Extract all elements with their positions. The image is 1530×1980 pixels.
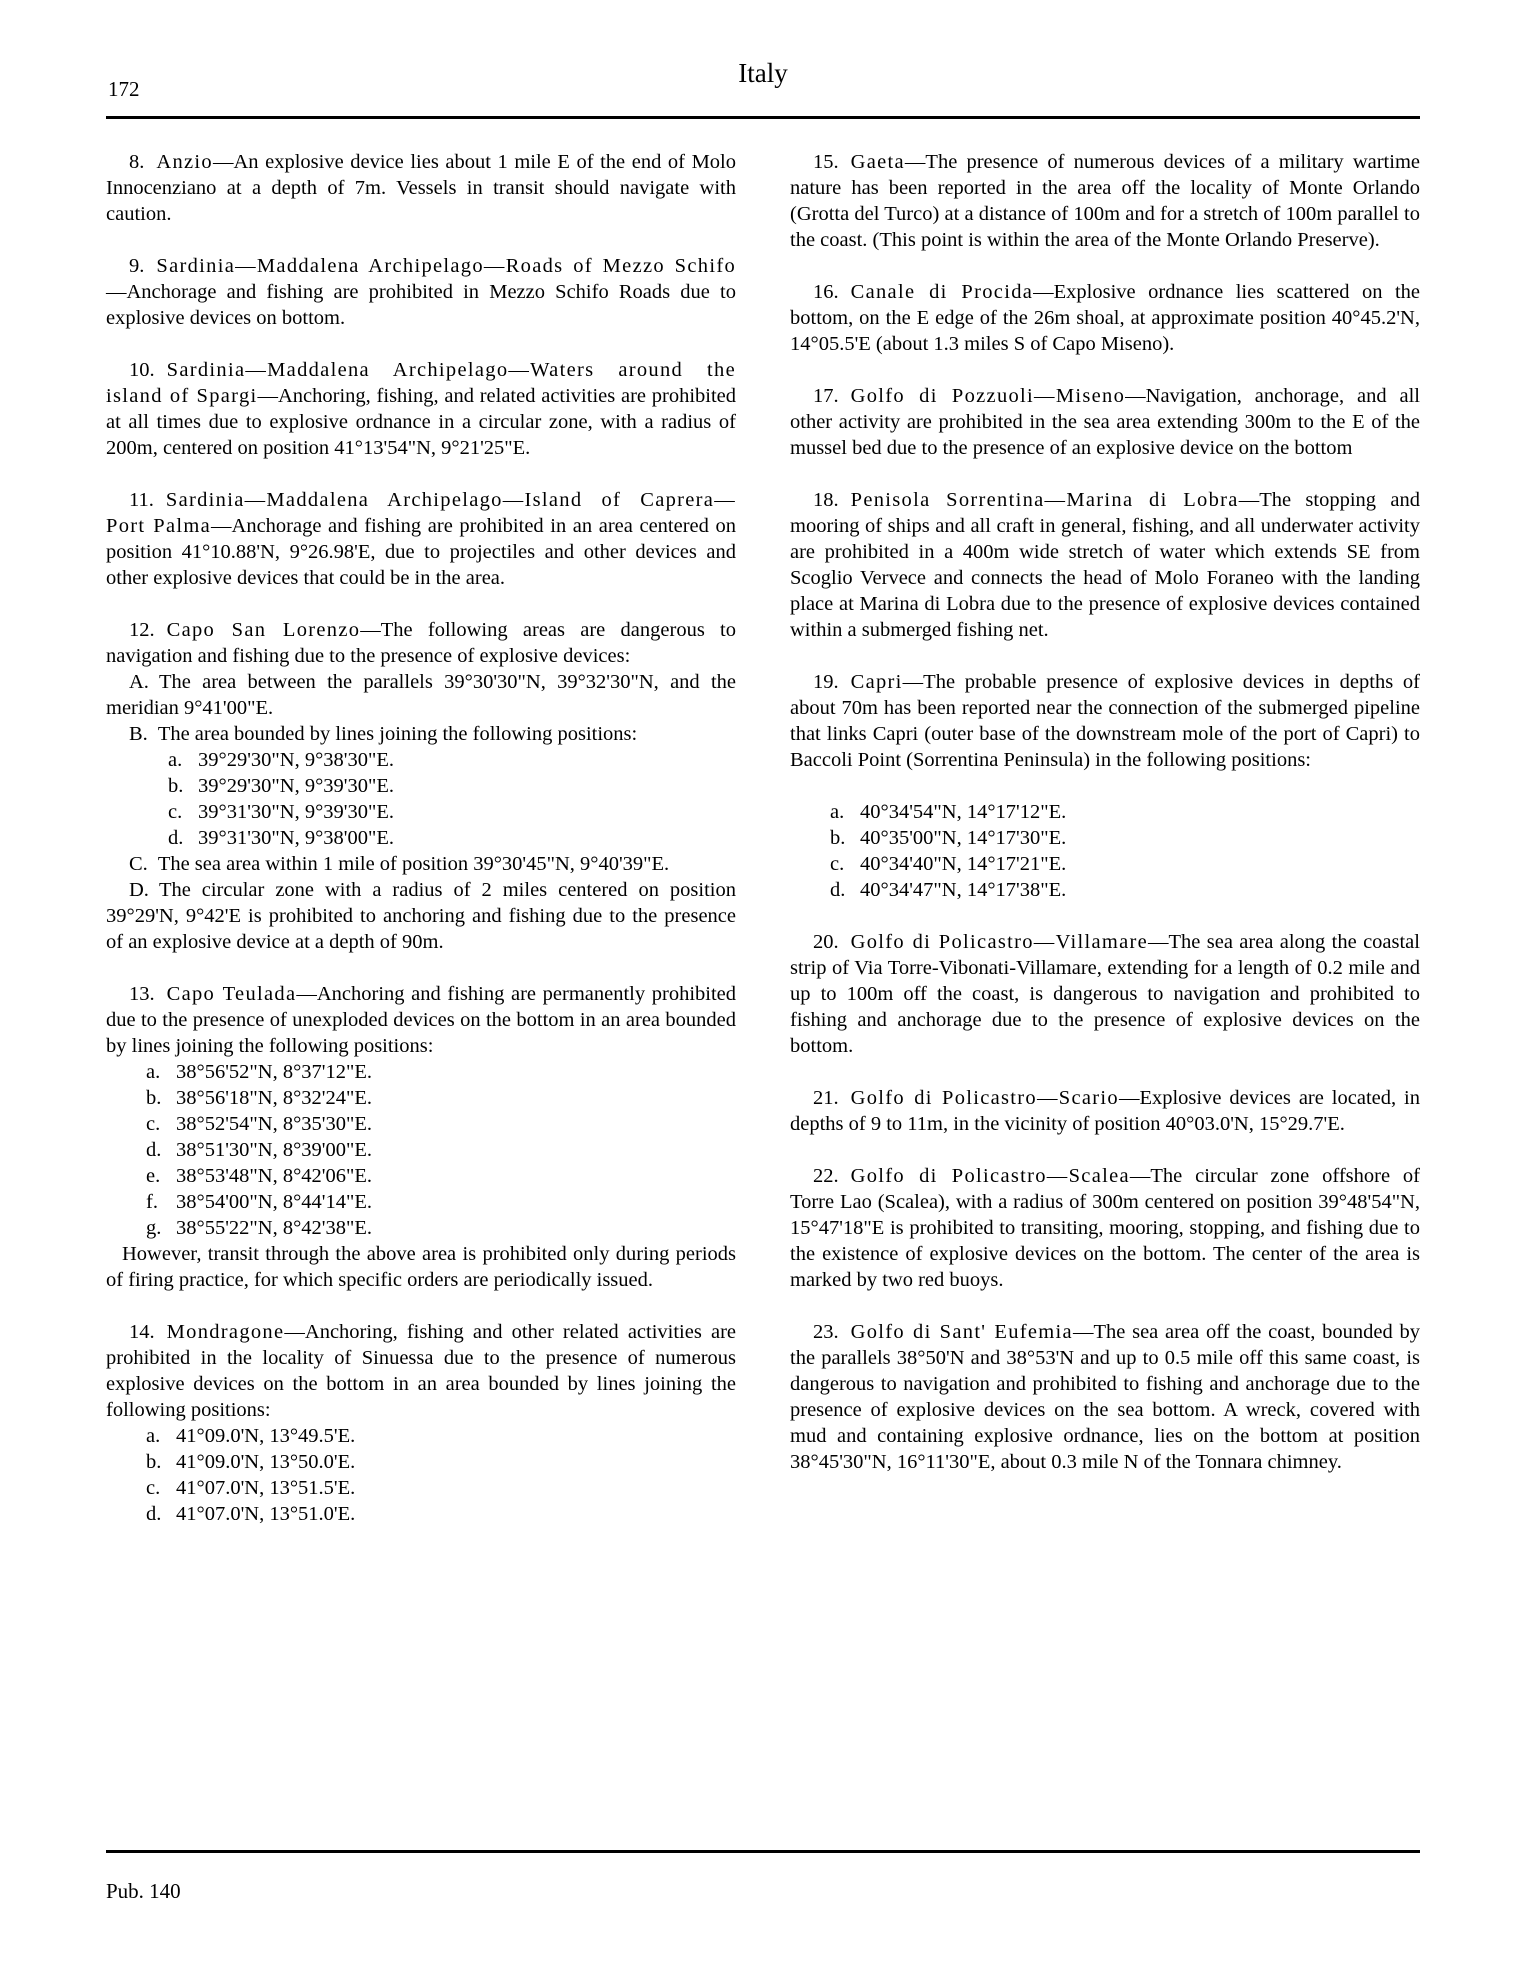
paragraph-lead-line	[790, 1085, 1420, 1137]
paragraph-12	[106, 617, 736, 955]
paragraph-lead-line	[790, 279, 1420, 357]
paragraph-body-text: —Anchoring and fishing are permanently prohibited due to the presence of unexploded devices on the bottom in an area bounded by lines joining the following positions:	[106, 983, 737, 1057]
paragraph-23	[790, 1319, 1420, 1475]
place-name: Anzio	[156, 151, 213, 173]
paragraph-body-text: —The following areas are dangerous to navigation and fishing due to the presence of explosive devices:	[106, 619, 736, 667]
paragraph-21	[790, 1085, 1420, 1137]
paragraph-number: 20.	[813, 931, 839, 953]
position-coordinates: 41°07.0'N, 13°51.0'E.	[176, 1503, 356, 1525]
position-label: d.	[146, 1503, 162, 1525]
position-item	[830, 799, 1420, 825]
paragraph-body-text: —Anchorage and fishing are prohibited in Mezzo Schifo Roads due to explosive devices on bottom.	[106, 281, 736, 329]
paragraph-number: 11.	[129, 489, 154, 511]
position-label: a.	[168, 749, 183, 771]
paragraph-lead-line	[106, 253, 736, 331]
paragraph-number: 10.	[129, 359, 155, 381]
paragraph-lead-line	[106, 617, 736, 669]
paragraph-number: 18.	[813, 489, 839, 511]
paragraph-16	[790, 279, 1420, 357]
position-coordinates: 39°29'30"N, 9°39'30"E.	[198, 775, 394, 797]
paragraph-lead-line	[106, 357, 736, 461]
position-label: c.	[830, 853, 845, 875]
position-item	[168, 773, 736, 799]
position-coordinates: 40°35'00"N, 14°17'30"E.	[860, 827, 1067, 849]
place-name: Golfo di Sant' Eufemia	[850, 1321, 1073, 1343]
position-item	[830, 851, 1420, 877]
position-label: a.	[146, 1061, 161, 1083]
position-item	[830, 825, 1420, 851]
sub-paragraph-label: D.	[129, 879, 149, 901]
page-header	[106, 58, 1420, 104]
position-coordinates: 40°34'40"N, 14°17'21"E.	[860, 853, 1067, 875]
paragraph-body-text: —Anchorage and fishing are prohibited in an area centered on position 41°10.88'N, 9°26.98'E, due to projectiles and other devices and other explosive devices that could be in the area.	[106, 515, 736, 589]
paragraph-13	[106, 981, 736, 1293]
position-item	[146, 1085, 736, 1111]
sub-paragraph-label: C.	[129, 853, 148, 875]
paragraph-lead-line	[790, 383, 1420, 461]
position-label: a.	[830, 801, 845, 823]
paragraph-19	[790, 669, 1420, 903]
place-name: Sardinia—Maddalena Archipelago—Waters around the island of Spargi	[106, 359, 736, 407]
paragraph-number: 12.	[129, 619, 155, 641]
position-coordinates: 41°09.0'N, 13°50.0'E.	[176, 1451, 356, 1473]
paragraph-11	[106, 487, 736, 591]
position-coordinates: 40°34'47"N, 14°17'38"E.	[860, 879, 1067, 901]
position-label: g.	[146, 1217, 162, 1239]
sub-paragraph-text: The sea area within 1 mile of position 39°30'45"N, 9°40'39"E.	[157, 853, 670, 875]
position-label: b.	[830, 827, 846, 849]
position-item	[168, 799, 736, 825]
header-rule	[106, 116, 1420, 119]
position-label: c.	[146, 1477, 161, 1499]
paragraph-lead-line	[790, 929, 1420, 1059]
paragraph-number: 16.	[813, 281, 839, 303]
paragraph-lead-line	[790, 149, 1420, 253]
position-coordinates: 38°56'18"N, 8°32'24"E.	[176, 1087, 372, 1109]
paragraph-number: 21.	[813, 1087, 839, 1109]
paragraph-body-text: —The sea area along the coastal strip of Via Torre-Vibonati-Villamare, extending for a length of 0.2 mile and up to 100m off the coast, is dangerous to navigation and prohibited to fishing and anchorage due to the presence of explosive devices on the bottom.	[790, 931, 1420, 1057]
paragraph-body-text: —Navigation, anchorage, and all other activity are prohibited in the sea area extending 300m to the E of the mussel bed due to the presence of an explosive device on the bottom	[790, 385, 1420, 459]
position-label: d.	[168, 827, 184, 849]
paragraph-number: 15.	[813, 151, 839, 173]
paragraph-lead-line	[106, 1319, 736, 1423]
paragraph-number: 8.	[129, 151, 145, 173]
sub-paragraph	[106, 721, 736, 747]
paragraph-lead-line	[790, 487, 1420, 643]
paragraph-15	[790, 149, 1420, 253]
sub-paragraph-label: B.	[129, 723, 148, 745]
position-label: f.	[146, 1191, 158, 1213]
place-name: Gaeta	[850, 151, 905, 173]
position-item	[168, 825, 736, 851]
sub-paragraph	[106, 669, 736, 721]
paragraph-9	[106, 253, 736, 331]
position-coordinates: 39°31'30"N, 9°38'00"E.	[198, 827, 394, 849]
paragraph-18	[790, 487, 1420, 643]
page-number: 172	[108, 77, 140, 101]
position-coordinates: 38°53'48"N, 8°42'06"E.	[176, 1165, 372, 1187]
position-label: c.	[146, 1113, 161, 1135]
place-name: Canale di Procida	[850, 281, 1034, 303]
position-item	[830, 877, 1420, 903]
column-left	[106, 149, 736, 1527]
page-title: Italy	[738, 58, 788, 88]
paragraph-20	[790, 929, 1420, 1059]
paragraph-lead-line	[106, 149, 736, 227]
position-label: b.	[168, 775, 184, 797]
paragraph-lead-line	[790, 1319, 1420, 1475]
paragraph-22	[790, 1163, 1420, 1293]
position-coordinates: 38°52'54"N, 8°35'30"E.	[176, 1113, 372, 1135]
place-name: Golfo di Policastro—Scalea	[850, 1165, 1130, 1187]
place-name: Golfo di Policastro—Scario	[850, 1087, 1119, 1109]
position-item	[146, 1189, 736, 1215]
paragraph-body-text: —The probable presence of explosive devices in depths of about 70m has been reported near the connection of the submerged pipeline that links Capri (outer base of the downstream mole of the port of Capri) to Baccoli Point (Sorrentina Peninsula) in the following positions:	[790, 671, 1420, 771]
paragraph-14	[106, 1319, 736, 1527]
paragraph-number: 13.	[129, 983, 155, 1005]
place-name: Golfo di Pozzuoli—Miseno	[850, 385, 1126, 407]
position-item	[146, 1215, 736, 1241]
position-label: b.	[146, 1451, 162, 1473]
publication-label: Pub. 140	[106, 1879, 181, 1903]
text-columns	[106, 149, 1420, 1527]
place-name: Sardinia—Maddalena Archipelago—Island of Caprera—Port Palma	[106, 489, 736, 537]
place-name: Penisola Sorrentina—Marina di Lobra	[850, 489, 1239, 511]
position-item	[146, 1449, 736, 1475]
paragraph-body-text: —An explosive device lies about 1 mile E of the end of Molo Innocenziano at a depth of 7m. Vessels in transit should navigate with caution.	[106, 151, 736, 225]
position-coordinates: 38°51'30"N, 8°39'00"E.	[176, 1139, 372, 1161]
place-name: Capri	[850, 671, 903, 693]
place-name: Golfo di Policastro—Villamare	[850, 931, 1149, 953]
paragraph-body-text: —The stopping and mooring of ships and all craft in general, fishing, and all underwater activity are prohibited in a 400m wide stretch of water which extends SE from Scoglio Vervece and connects the head of Molo Foraneo with the landing place at Marina di Lobra due to the presence of explosive devices contained within a submerged fishing net.	[790, 489, 1421, 641]
sub-paragraph-text: The circular zone with a radius of 2 miles centered on position 39°29'N, 9°42'E is prohibited to anchoring and fishing due to the presence of an explosive device at a depth of 90m.	[106, 879, 736, 953]
position-label: e.	[146, 1165, 161, 1187]
place-name: Capo Teulada	[166, 983, 297, 1005]
place-name: Mondragone	[166, 1321, 285, 1343]
position-label: d.	[830, 879, 846, 901]
page-footer	[106, 1850, 1420, 1904]
place-name: Capo San Lorenzo	[166, 619, 361, 641]
position-label: a.	[146, 1425, 161, 1447]
paragraph-lead-line	[106, 487, 736, 591]
paragraph-continuation: However, transit through the above area is prohibited only during periods of firing practice, for which specific orders are periodically issued.	[106, 1243, 736, 1291]
sub-paragraph-text: The area between the parallels 39°30'30"N, 39°32'30"N, and the meridian 9°41'00"E.	[106, 671, 736, 719]
position-coordinates: 39°31'30"N, 9°39'30"E.	[198, 801, 394, 823]
paragraph-number: 9.	[129, 255, 145, 277]
paragraph-number: 22.	[813, 1165, 839, 1187]
position-item	[146, 1111, 736, 1137]
position-coordinates: 41°09.0'N, 13°49.5'E.	[176, 1425, 356, 1447]
position-coordinates: 38°54'00"N, 8°44'14"E.	[176, 1191, 372, 1213]
position-item	[146, 1475, 736, 1501]
position-item	[146, 1423, 736, 1449]
paragraph-number: 23.	[813, 1321, 839, 1343]
position-item	[168, 747, 736, 773]
position-label: c.	[168, 801, 183, 823]
paragraph-10	[106, 357, 736, 461]
sub-paragraph	[106, 851, 736, 877]
position-label: d.	[146, 1139, 162, 1161]
place-name: Sardinia—Maddalena Archipelago—Roads of Mezzo Schifo	[156, 255, 736, 277]
paragraph-8	[106, 149, 736, 227]
position-item	[146, 1501, 736, 1527]
footer-rule	[106, 1850, 1420, 1853]
position-coordinates: 40°34'54"N, 14°17'12"E.	[860, 801, 1067, 823]
paragraph-number: 19.	[813, 671, 839, 693]
sub-paragraph-label: A.	[129, 671, 149, 693]
position-item	[146, 1163, 736, 1189]
paragraph-17	[790, 383, 1420, 461]
column-right	[790, 149, 1420, 1527]
paragraph-body-text: —The sea area off the coast, bounded by the parallels 38°50'N and 38°53'N and up to 0.5 mile off this same coast, is dangerous to navigation and prohibited to fishing and anchorage due to the presence of explosive devices on the sea bottom. A wreck, covered with mud and containing explosive ordnance, lies on the bottom at position 38°45'30"N, 16°11'30"E, about 0.3 mile N of the Tonnara chimney.	[790, 1321, 1421, 1473]
paragraph-number: 14.	[129, 1321, 155, 1343]
paragraph-body-text: —Explosive ordnance lies scattered on the bottom, on the E edge of the 26m shoal, at approximate position 40°45.2'N, 14°05.5'E (about 1.3 miles S of Capo Miseno).	[790, 281, 1420, 355]
paragraph-body-text: —Anchoring, fishing and other related activities are prohibited in the locality of Sinuessa due to the presence of numerous explosive devices on the bottom in an area bounded by lines joining the following positions:	[106, 1321, 736, 1421]
sub-paragraph-text: The area bounded by lines joining the following positions:	[157, 723, 638, 745]
position-item	[146, 1137, 736, 1163]
paragraph-body-text: —The presence of numerous devices of a military wartime nature has been reported in the area off the locality of Monte Orlando (Grotta del Turco) at a distance of 100m and for a stretch of 100m parallel to the coast. (This point is within the area of the Monte Orlando Preserve).	[790, 151, 1420, 251]
position-label: b.	[146, 1087, 162, 1109]
paragraph-body-text: —The circular zone offshore of Torre Lao (Scalea), with a radius of 300m centered on position 39°48'54"N, 15°47'18"E is prohibited to transiting, mooring, stopping, and fishing due to the existence of explosive devices on the bottom. The center of the area is marked by two red buoys.	[790, 1165, 1420, 1291]
position-coordinates: 39°29'30"N, 9°38'30"E.	[198, 749, 394, 771]
position-item	[146, 1059, 736, 1085]
position-coordinates: 41°07.0'N, 13°51.5'E.	[176, 1477, 356, 1499]
paragraph-lead-line	[106, 981, 736, 1059]
paragraph-body-text: —Anchoring, fishing, and related activities are prohibited at all times due to explosive ordnance in a circular zone, with a radius of 200m, centered on position 41°13'54"N, 9°21'25"E.	[106, 385, 736, 459]
paragraph-number: 17.	[813, 385, 839, 407]
paragraph-lead-line	[790, 1163, 1420, 1293]
sub-paragraph	[106, 877, 736, 955]
position-coordinates: 38°56'52"N, 8°37'12"E.	[176, 1061, 372, 1083]
paragraph-lead-line	[790, 669, 1420, 773]
paragraph-body-text: —Explosive devices are located, in depths of 9 to 11m, in the vicinity of position 40°03.0'N, 15°29.7'E.	[790, 1087, 1421, 1135]
position-coordinates: 38°55'22"N, 8°42'38"E.	[176, 1217, 372, 1239]
